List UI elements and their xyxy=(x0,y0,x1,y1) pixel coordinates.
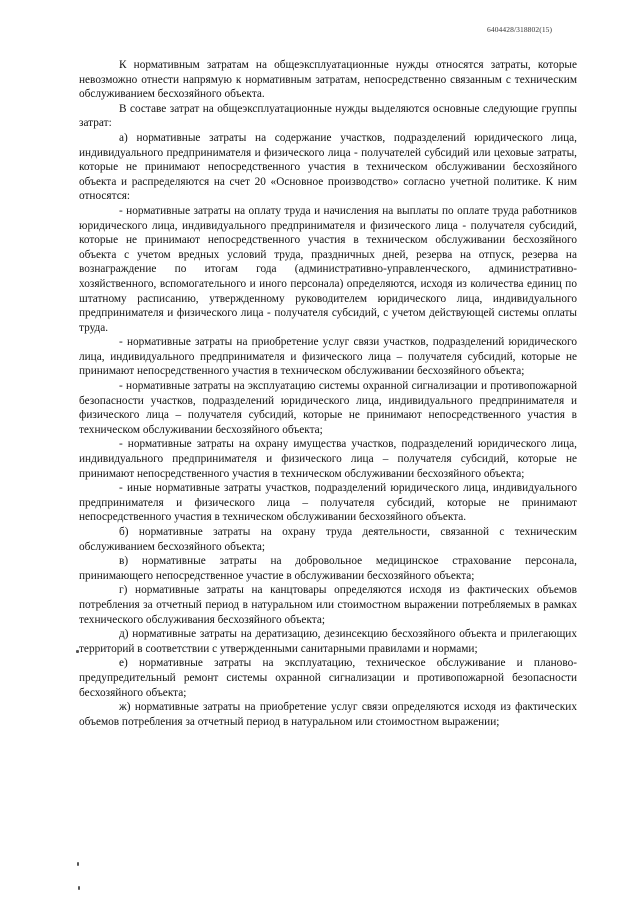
document-id: 6404428/318802(15) xyxy=(487,25,553,34)
paragraph-item-g: г) нормативные затраты на канцтовары определяются исходя из фактических объемов потребления за отчетный период в натуральном или стоимостном выражении потребляемых в рамках технического обслуживания бесхозяйного объекта; xyxy=(79,584,577,626)
paragraph-sub-security: - нормативные затраты на охрану имущества участков, подразделений юридического лица, индивидуального предпринимателя и физического лица – получателя субсидий, которые не принимают непосредственного участия в техническом обслуживании бесхозяйного объекта; xyxy=(79,438,577,480)
paragraph-item-v: в) нормативные затраты на добровольное медицинское страхование персонала, принимающего непосредственное участие в обслуживании бесхозяйного объекта; xyxy=(79,555,577,582)
paragraph-groups-lead: В составе затрат на общеэксплуатационные нужды выделяются основные следующие группы затрат: xyxy=(79,102,577,130)
paragraph-sub-alarm-system: - нормативные затраты на эксплуатацию системы охранной сигнализации и противопожарной безопасности участков, подразделений юридического лица, индивидуального предпринимателя и физического лица – получателя субсидий, которые не принимают непосредственного участия в техническом обслуживании бесхозяйного объекта; xyxy=(79,380,577,436)
paragraph-item-zh: ж) нормативные затраты на приобретение услуг связи определяются исходя из фактических объемов потребления за отчетный период в натуральном или стоимостном выражении; xyxy=(79,701,577,728)
paragraph-item-b: б) нормативные затраты на охрану труда деятельности, связанной с техническим обслуживанием бесхозяйного объекта; xyxy=(79,526,577,553)
paragraph-sub-labor: - нормативные затраты на оплату труда и начисления на выплаты по оплате труда работников юридического лица, индивидуального предпринимателя и физического лица - получателя субсидий, которые не принимают непосредственного участия в техническом обслуживании бесхозяйного объекта с учетом вредных условий труда, праздничных дней, резерва на отпуск, резерва на вознаграждение по итогам года (административно-управленческого, административно-хозяйственного, вспомогательного и иного персонала) определяются, исходя из количества единиц по штатному расписанию, утвержденному руководителем юридического лица, индивидуального предпринимателя и физического лица - получателя субсидий, с учетом действующей системы оплаты труда. xyxy=(79,204,577,334)
paragraph-item-d: д) нормативные затраты на дератизацию, дезинсекцию бесхозяйного объекта и прилегающих территорий в соответствии с утвержденными санитарными правилами и нормами; xyxy=(79,628,577,655)
scan-speck xyxy=(77,862,79,866)
paragraph-item-e: е) нормативные затраты на эксплуатацию, техническое обслуживание и планово-предупредительный ремонт системы охранной сигнализации и противопожарной безопасности бесхозяйного объекта; xyxy=(79,657,577,699)
document-body xyxy=(79,58,577,729)
paragraph-intro: К нормативным затратам на общеэксплуатационные нужды относятся затраты, которые невозможно отнести напрямую к нормативным затратам, непосредственно связанным с техническим обслуживанием бесхозяйного объекта. xyxy=(79,59,577,101)
scan-speck xyxy=(76,650,79,653)
paragraph-item-a: а) нормативные затраты на содержание участков, подразделений юридического лица, индивидуального предпринимателя и физического лица - получателей субсидий или цеховые затраты, которые не принимают непосредственного участия в техническом обслуживании бесхозяйного объекта и распределяются на счет 20 «Основное производство» согласно учетной политике. К ним относятся: xyxy=(79,131,577,203)
paragraph-sub-communication: - нормативные затраты на приобретение услуг связи участков, подразделений юридического лица, индивидуального предпринимателя и физического лица – получателя субсидий, которые не принимают непосредственного участия в техническом обслуживании бесхозяйного объекта; xyxy=(79,336,577,378)
paragraph-sub-other: - иные нормативные затраты участков, подразделений юридического лица, индивидуального предпринимателя и физического лица – получателя субсидий, которые не принимают непосредственного участия в техническом обслуживании бесхозяйного объекта. xyxy=(79,482,577,524)
scan-speck xyxy=(78,886,80,890)
